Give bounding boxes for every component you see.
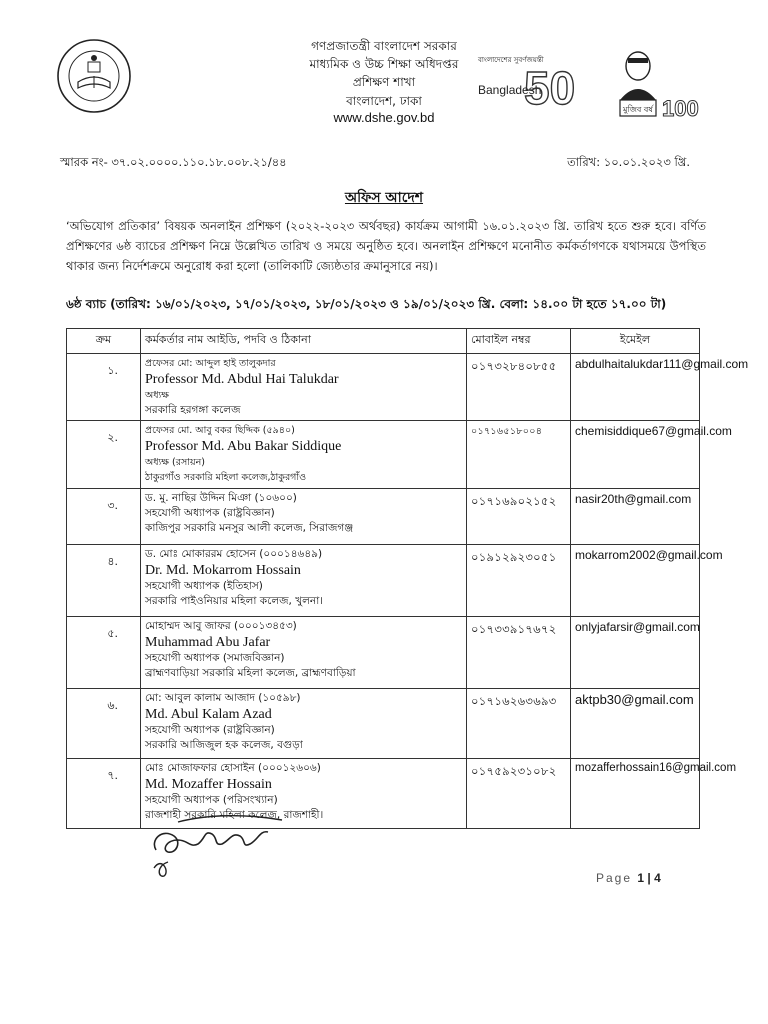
officer-address: সরকারি পাইওনিয়ার মহিলা কলেজ, খুলনা। (145, 595, 323, 607)
row-email: nasir20th@gmail.com (571, 489, 700, 545)
page-word: Page (596, 871, 633, 885)
order-paragraph: ‘অভিযোগ প্রতিকার’ বিষয়ক অনলাইন প্রশিক্ষণ (২০২২-২০২৩ অর্থবছর) কার্যক্রম আগামী ১৬.০১.২০২৩ খ্রি. তারিখ হতে শুরু হবে। বর্ণিত প্রশিক্ষণের ৬ষ্ঠ ব্যাচের প্রশিক্ষণ নিম্নে উল্লেখিত তারিখ ও সময়ে অনুষ্ঠিত হবে। অনলাইন প্রশিক্ষণে মনোনীত কর্মকর্তাগণকে যথাসময়ে উপস্থিত থাকার জন্য নির্দেশক্রমে অনুরোধ করা হলো (তালিকাটি জ্যেষ্ঠতার ক্রমানুসারে নয়)। (66, 219, 706, 273)
officer-name-bn: মোহাম্মদ আবু জাফর (০০০১৩৪৫৩) (145, 620, 297, 632)
row-email: mokarrom2002@gmail.com (571, 545, 700, 617)
officer-name-en: Muhammad Abu Jafar (145, 635, 271, 650)
row-mobile: ০১৭১৬৯০২১৫২ (467, 489, 571, 545)
officer-address: সরকারি আজিজুল হক কলেজ, বগুড়া (145, 739, 303, 751)
jubilee-logo-number: 50 (524, 62, 576, 114)
table-row (67, 545, 700, 617)
mujib-logo-text: মুজিব বর্ষ (623, 105, 653, 114)
header-location: বাংলাদেশ, ঢাকা (346, 94, 422, 108)
officer-name-en: Md. Mozaffer Hossain (145, 777, 272, 792)
row-officer (141, 617, 467, 689)
officer-name-bn: ড. মোঃ মোকাররম হোসেন (০০০১৪৬৪৯) (145, 548, 323, 560)
jubilee-logo-en-text: Bangladesh (478, 83, 542, 97)
row-serial: ৬. (67, 689, 141, 759)
jubilee-logo-bn-text: বাংলাদেশের সুবর্ণজয়ন্তী (478, 56, 544, 64)
officer-designation: সহযোগী অধ্যাপক (রাষ্ট্রবিজ্ঞান) (145, 724, 275, 736)
officer-name-bn: মো: আবুল কালাম আজাদ (১০৫৯৮) (145, 692, 301, 704)
header-serial: ক্রম (67, 329, 141, 354)
row-serial: ২. (67, 421, 141, 489)
golden-jubilee-logo (472, 42, 584, 124)
table-row (67, 617, 700, 689)
row-mobile: ০১৭১৬৫১৮০০৪ (467, 421, 571, 489)
table-row (67, 421, 700, 489)
header-email: ইমেইল (571, 329, 700, 354)
officer-name-bn: প্রফেসর মো. আবু বকর ছিদ্দিক (৫৯৪০) (145, 425, 295, 436)
batch-heading: ৬ষ্ঠ ব্যাচ (তারিখ: ১৬/০১/২০২৩, ১৭/০১/২০২৩, ১৮/০১/২০২৩ ও ১৯/০১/২০২৩ খ্রি. বেলা: ১৪.০০ টা হতে ১৭.০০ টা) (66, 297, 667, 311)
page-number (596, 871, 661, 885)
officer-designation: সহযোগী অধ্যাপক (সমাজবিজ্ঞান) (145, 652, 285, 664)
row-mobile: ০১৭১৬২৬৩৬৯৩ (467, 689, 571, 759)
officer-address: সরকারি হরগঙ্গা কলেজ (145, 404, 241, 416)
row-mobile: ০১৭৫৯২৩১০৮২ (467, 759, 571, 829)
row-serial: ৭. (67, 759, 141, 829)
officer-designation: অধ্যক্ষ (145, 390, 170, 401)
signature (148, 810, 298, 880)
row-email: mozafferhossain16@gmail.com (571, 759, 700, 829)
officer-address: ঠাকুরগাঁও সরকারি মহিলা কলেজ,ঠাকুরগাঁও (145, 472, 307, 483)
header-officer: কর্মকর্তার নাম আইডি, পদবি ও ঠিকানা (141, 329, 467, 354)
officer-address: ব্রাহ্মণবাড়িয়া সরকারি মহিলা কলেজ, ব্রাহ্মণবাড়িয়া (145, 667, 356, 679)
row-serial: ১. (67, 354, 141, 421)
officer-address: কাজিপুর সরকারি মনসুর আলী কলেজ, সিরাজগঞ্জ (145, 522, 354, 534)
row-serial: ৫. (67, 617, 141, 689)
row-officer (141, 354, 467, 421)
table-header-row (67, 329, 700, 354)
officer-name-en: Professor Md. Abu Bakar Siddique (145, 439, 342, 454)
row-mobile: ০১৭৩২৮৪০৮৫৫ (467, 354, 571, 421)
table-row (67, 689, 700, 759)
header-branch: প্রশিক্ষণ শাখা (352, 75, 416, 89)
memo-date: তারিখ: ১০.০১.২০২৩ খ্রি. (567, 155, 690, 169)
row-mobile: ০১৭৩৩৯১৭৬৭২ (467, 617, 571, 689)
header-govt: গণপ্রজাতন্ত্রী বাংলাদেশ সরকার (311, 39, 457, 53)
row-mobile: ০১৯১২৯২৩০৫১ (467, 545, 571, 617)
page-title: অফিস আদেশ (344, 190, 424, 206)
row-email: chemisiddique67@gmail.com (571, 421, 700, 489)
row-officer (141, 545, 467, 617)
row-serial: ৪. (67, 545, 141, 617)
mujib-logo-number: 100 (662, 96, 699, 120)
page-count: 1 | 4 (637, 871, 661, 885)
officer-table (66, 328, 749, 829)
officer-designation: সহযোগী অধ্যাপক (পরিসংখ্যান) (145, 794, 278, 806)
row-officer (141, 489, 467, 545)
officer-name-bn: মোঃ মোজাফফার হোসাইন (০০০১২৬০৬) (145, 762, 321, 774)
officer-name-bn: প্রফেসর মো: আব্দুল হাই তালুকদার (145, 358, 276, 369)
row-email: abdulhaitalukdar111@gmail.com (571, 354, 700, 421)
officer-designation: সহযোগী অধ্যাপক (ইতিহাস) (145, 580, 263, 592)
header-website: www.dshe.gov.bd (333, 110, 435, 125)
officer-name-en: Md. Abul Kalam Azad (145, 707, 272, 722)
row-officer (141, 689, 467, 759)
row-email: aktpb30@gmail.com (571, 689, 700, 759)
officer-address: রাজশাহী সরকারি মহিলা কলেজ, রাজশাহী। (145, 809, 324, 821)
officer-name-en: Dr. Md. Mokarrom Hossain (145, 563, 301, 578)
officer-designation: সহযোগী অধ্যাপক (রাষ্ট্রবিজ্ঞান) (145, 507, 275, 519)
table-row (67, 489, 700, 545)
row-email: onlyjafarsir@gmail.com (571, 617, 700, 689)
memo-number: স্মারক নং- ৩৭.০২.০০০০.১১০.১৮.০০৮.২১/৪৪ (60, 155, 287, 169)
table-row (67, 354, 700, 421)
header-mobile: মোবাইল নম্বর (467, 329, 571, 354)
officer-designation: অধ্যক্ষ (রসায়ন) (145, 457, 205, 468)
header-directorate: মাধ্যমিক ও উচ্চ শিক্ষা অধিদপ্তর (309, 57, 459, 71)
row-serial: ৩. (67, 489, 141, 545)
officer-name-en: Professor Md. Abdul Hai Talukdar (145, 372, 339, 387)
row-officer (141, 421, 467, 489)
officer-name-bn: ড. মু. নাছির উদ্দিন মিঞা (১০৬০০) (145, 492, 297, 504)
mujib-borsho-logo (608, 44, 702, 120)
